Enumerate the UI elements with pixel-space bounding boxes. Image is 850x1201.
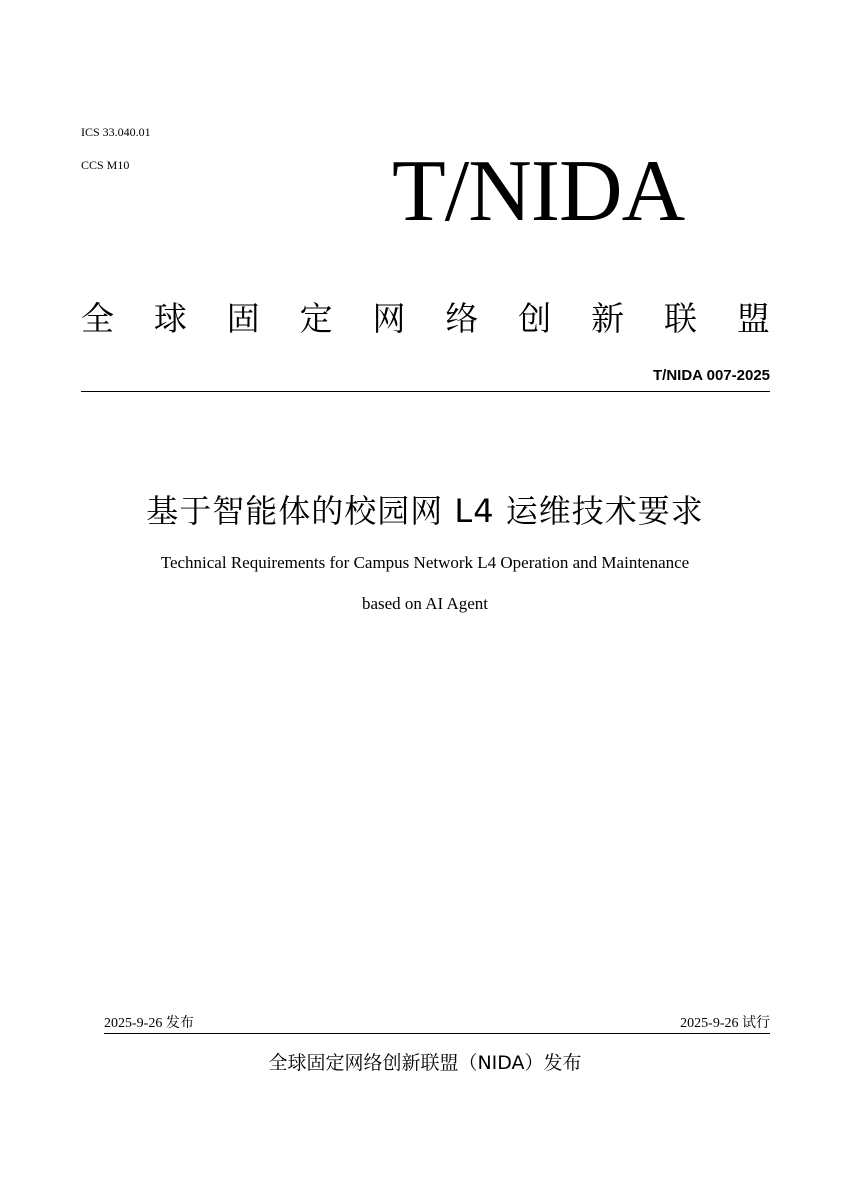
publisher-line: 全球固定网络创新联盟（NIDA）发布 <box>268 1052 582 1074</box>
organization-name-char: 网 <box>372 299 406 338</box>
organization-name <box>81 296 770 342</box>
organization-name-char: 联 <box>664 299 697 338</box>
document-title-english-line-2: based on AI Agent <box>361 594 489 613</box>
organization-name-char: 络 <box>445 299 479 338</box>
document-title-english-line-1: Technical Requirements for Campus Network L4 Operation and Maintenance <box>160 553 690 572</box>
ccs-code: CCS M10 <box>81 158 130 172</box>
publish-date: 2025-9-26 发布 <box>104 1016 194 1031</box>
ics-code: ICS 33.040.01 <box>81 125 151 139</box>
organization-name-char: 定 <box>299 299 333 338</box>
organization-name-char: 全 <box>81 299 114 338</box>
organization-name-char: 盟 <box>736 299 770 338</box>
footer-divider <box>104 1033 770 1034</box>
organization-name-char: 固 <box>226 299 260 338</box>
standard-number: T/NIDA 007-2025 <box>653 367 770 384</box>
standard-logo-text: T/NIDA <box>392 143 685 240</box>
document-title-chinese: 基于智能体的校园网 L4 运维技术要求 <box>146 492 704 530</box>
organization-name-char: 球 <box>153 299 187 338</box>
organization-name-char: 新 <box>591 299 625 338</box>
effective-date: 2025-9-26 试行 <box>680 1016 770 1031</box>
header-divider <box>81 391 770 392</box>
organization-name-char: 创 <box>518 299 552 338</box>
